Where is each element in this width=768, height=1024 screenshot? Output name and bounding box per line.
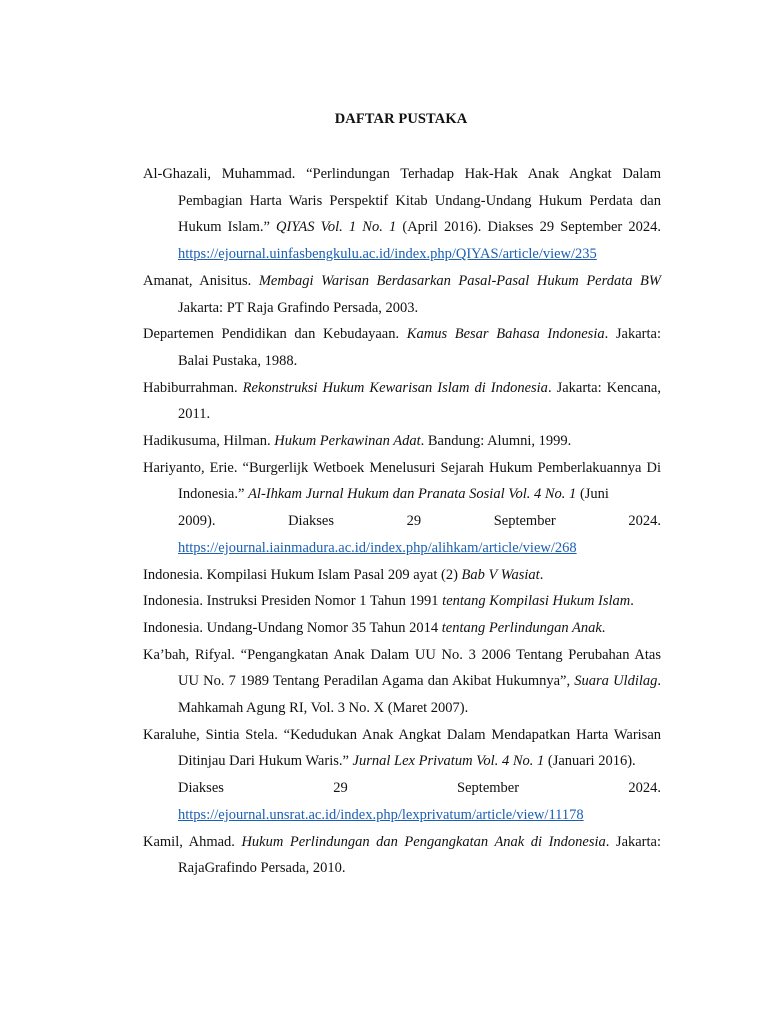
ref-details: . — [539, 566, 544, 583]
ref-section: Bab V Wasiat — [461, 566, 540, 583]
ref-main-text — [143, 455, 661, 508]
ref-author: Indonesia. — [143, 566, 207, 583]
ref-author: Habiburrahman. — [143, 379, 243, 396]
ref-section: tentang Kompilasi Hukum Islam — [442, 593, 631, 610]
ref-access-line — [178, 508, 661, 535]
ref-link-line — [178, 802, 661, 829]
ref-access-word: 2024. — [628, 780, 661, 797]
ref-article-title: “Perlindungan Terhadap Hak-Hak Anak Angkat Dalam Pembagian Harta Waris Perspektif Kitab Undang-Undang Hukum Perdata dan Hukum Islam.” — [178, 166, 661, 236]
reference-entry-hadikusuma — [143, 428, 661, 455]
ref-author: Hariyanto, Erie. — [143, 459, 243, 476]
ref-journal: Jurnal Lex Privatum Vol. 4 No. 1 — [352, 753, 545, 770]
ref-details: . Jakarta: RajaGrafindo Persada, 2010. — [178, 833, 662, 877]
ref-access-word: Diakses — [288, 513, 334, 530]
ref-details: Jakarta: PT Raja Grafindo Persada, 2003. — [178, 299, 419, 316]
reference-list — [143, 161, 661, 882]
reference-entry-karaluhe — [143, 722, 661, 829]
reference-entry-kabah — [143, 642, 661, 722]
ref-author: Al-Ghazali, Muhammad. — [143, 166, 307, 182]
ref-book-title: Membagi Warisan Berdasarkan Pasal-Pasal Hukum Perdata BW — [258, 272, 661, 289]
ref-author: Indonesia. — [143, 619, 207, 636]
ref-doc-title: Instruksi Presiden Nomor 1 Tahun 1991 — [206, 593, 443, 610]
ref-access-word: September — [457, 780, 520, 797]
reference-entry-depdikbud — [143, 321, 661, 374]
ref-details: . Mahkamah Agung RI, Vol. 3 No. X (Maret 2007). — [178, 673, 661, 717]
ref-details: . Jakarta: Kencana, 2011. — [178, 379, 661, 423]
reference-entry-al-ghazali — [143, 161, 661, 268]
ref-link[interactable]: https://ejournal.iainmadura.ac.id/index.php/alihkam/article/view/268 — [178, 539, 577, 556]
ref-details: (April 2016). Diakses 29 September 2024. — [396, 219, 661, 236]
ref-details: . — [601, 619, 606, 636]
reference-entry-kamil — [143, 829, 661, 882]
ref-link[interactable]: https://ejournal.unsrat.ac.id/index.php/lexprivatum/article/view/11178 — [178, 806, 584, 823]
reference-entry-habiburrahman — [143, 375, 661, 428]
ref-book-title: Rekonstruksi Hukum Kewarisan Islam di Indonesia — [242, 379, 548, 396]
ref-access-word: 2009). — [178, 513, 216, 530]
ref-article-title: “Kedudukan Anak Angkat Dalam Mendapatkan Harta Warisan Ditinjau Dari Hukum Waris.” — [178, 726, 661, 770]
ref-access-word: September — [493, 513, 556, 530]
ref-journal: Al-Ihkam Jurnal Hukum dan Pranata Sosial Vol. 4 No. 1 — [248, 486, 577, 503]
ref-book-title: Kamus Besar Bahasa Indonesia — [406, 326, 605, 343]
reference-entry-uu-35-2014 — [143, 615, 661, 642]
ref-details: (Juni — [576, 486, 609, 503]
ref-access-word: Diakses — [178, 780, 224, 797]
ref-access-word: 2024. — [628, 513, 661, 530]
ref-author: Indonesia. — [143, 593, 207, 610]
ref-details: . Jakarta: Balai Pustaka, 1988. — [178, 326, 661, 369]
ref-author: Hadikusuma, Hilman. — [143, 433, 275, 450]
reference-entry-inpres — [143, 588, 661, 615]
ref-book-title: Hukum Perkawinan Adat — [274, 433, 421, 450]
ref-main-text — [143, 722, 661, 775]
ref-article-title: “Burgerlijk Wetboek Menelusuri Sejarah Hukum Pemberlakuannya Di Indonesia.” — [178, 459, 661, 503]
ref-link[interactable]: https://ejournal.uinfasbengkulu.ac.id/index.php/QIYAS/article/view/235 — [178, 246, 597, 263]
ref-journal: Suara Uldilag — [574, 673, 658, 690]
ref-access-line — [178, 775, 661, 802]
page-title: DAFTAR PUSTAKA — [334, 111, 468, 127]
ref-author: Karaluhe, Sintia Stela. — [143, 726, 284, 743]
ref-link-line — [178, 535, 661, 562]
ref-doc-title: Undang-Undang Nomor 35 Tahun 2014 — [206, 619, 442, 636]
ref-details: . Bandung: Alumni, 1999. — [420, 433, 572, 450]
ref-author: Kamil, Ahmad. — [143, 833, 242, 850]
ref-article-title: “Pengangkatan Anak Dalam UU No. 3 2006 Tentang Perubahan Atas UU No. 7 1989 Tentang Peradilan Agama dan Akibat Hukumnya”, — [178, 646, 662, 690]
ref-access-word: 29 — [406, 513, 422, 530]
reference-entry-khi — [143, 562, 661, 589]
reference-entry-hariyanto — [143, 455, 661, 562]
ref-details: . — [630, 593, 634, 610]
ref-doc-title: Kompilasi Hukum Islam Pasal 209 ayat (2) — [206, 566, 462, 583]
ref-author: Ka’bah, Rifyal. — [143, 646, 241, 663]
ref-access-word: 29 — [333, 780, 348, 797]
reference-entry-amanat — [143, 268, 661, 321]
ref-author: Amanat, Anisitus. — [143, 272, 259, 289]
ref-journal: QIYAS Vol. 1 No. 1 — [276, 219, 397, 236]
ref-author: Departemen Pendidikan dan Kebudayaan. — [143, 326, 407, 343]
ref-book-title: Hukum Perlindungan dan Pengangkatan Anak di Indonesia — [241, 833, 606, 850]
ref-section: tentang Perlindungan Anak — [441, 619, 602, 636]
ref-details: (Januari 2016). — [544, 753, 636, 770]
